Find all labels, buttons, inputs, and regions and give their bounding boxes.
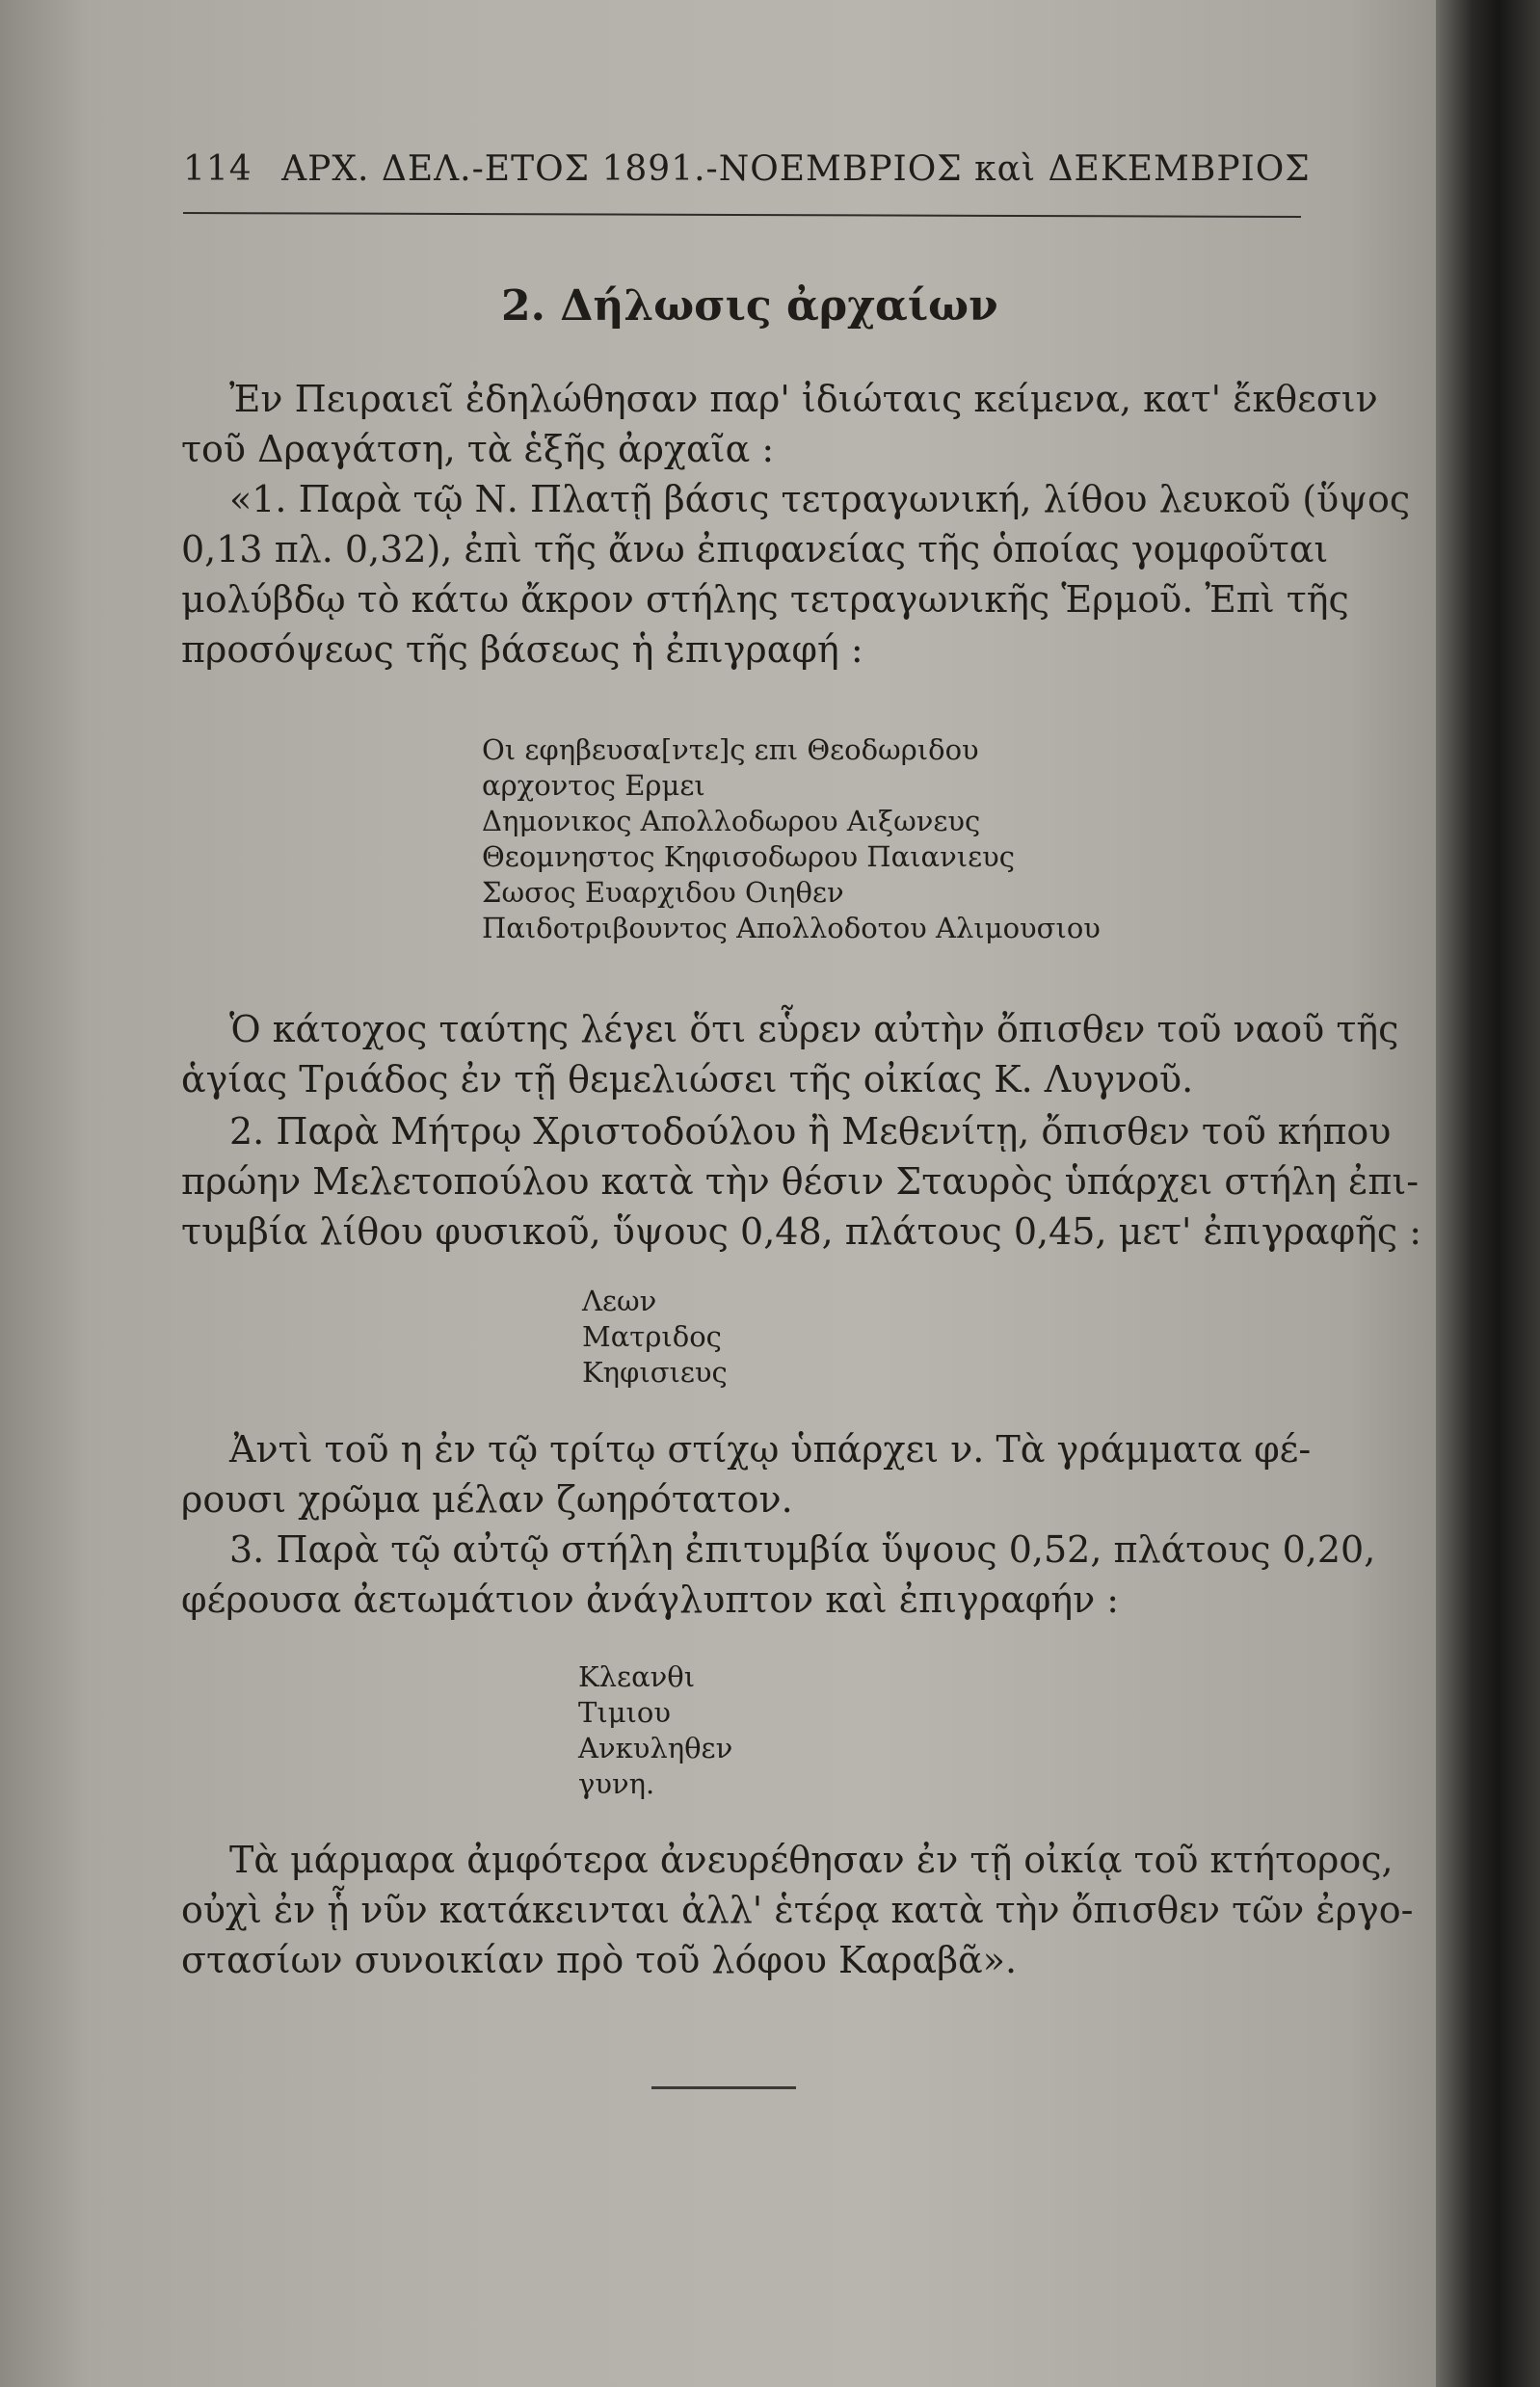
intro-paragraph — [181, 374, 1378, 474]
text-line: πρώην Μελετοπούλου κατὰ τὴν θέσιν Σταυρὸς ὑπάρχει στήλη ἐπι- — [181, 1160, 1420, 1203]
text-line: οὐχὶ ἐν ᾗ νῦν κατάκεινται ἀλλ' ἑτέρᾳ κατὰ τὴν ὄπισθεν τῶν ἐργο- — [181, 1889, 1414, 1931]
section-title: 2. Δήλωσις ἀρχαίων — [501, 281, 998, 331]
inscription-line: Ματριδος — [582, 1320, 722, 1353]
item-3-paragraph — [181, 1525, 1376, 1625]
inscription-line: αρχοντος Ερμει — [482, 769, 705, 802]
inscription-line: Δημονικος Απολλοδωρου Αιξωνευς — [482, 805, 981, 837]
book-gutter-shadow — [1436, 0, 1540, 2387]
text-line: 0,13 πλ. 0,32), ἐπὶ τῆς ἄνω ἐπιφανείας τῆς ὁποίας γομφοῦται — [181, 528, 1329, 570]
text-line: φέρουσα ἀετωμάτιον ἀνάγλυπτον καὶ ἐπιγραφήν : — [181, 1578, 1120, 1621]
text-line: «1. Παρὰ τῷ Ν. Πλατῇ βάσις τετραγωνική, λίθου λευκοῦ (ὕψος — [229, 478, 1411, 520]
text-line: μολύβδῳ τὸ κάτω ἄκρον στήλης τετραγωνικῆς Ἑρμοῦ. Ἐπὶ τῆς — [181, 578, 1349, 621]
closing-paragraph — [181, 1835, 1414, 1985]
text-line: Ἀντὶ τοῦ η ἐν τῷ τρίτῳ στίχῳ ὑπάρχει ν. Τὰ γράμματα φέ- — [229, 1428, 1312, 1471]
inscription-line: Κλεανθι — [578, 1660, 696, 1693]
text-line: τυμβία λίθου φυσικοῦ, ὕψους 0,48, πλάτους 0,45, μετ' ἐπιγραφῆς : — [181, 1210, 1422, 1253]
text-line: Ὁ κάτοχος ταύτης λέγει ὅτι εὗρεν αὐτὴν ὄπισθεν τοῦ ναοῦ τῆς — [229, 1008, 1399, 1050]
inscription-line: Κηφισιευς — [582, 1356, 728, 1389]
header-rule — [183, 212, 1301, 218]
item-1-note — [181, 1004, 1399, 1104]
inscription-line: Ανκυληθεν — [578, 1732, 733, 1764]
end-rule — [651, 2086, 796, 2089]
text-line: τοῦ Δραγάτση, τὰ ἑξῆς ἀρχαῖα : — [181, 428, 775, 470]
text-line: Τὰ μάρμαρα ἀμφότερα ἀνευρέθησαν ἐν τῇ οἰκίᾳ τοῦ κτήτορος, — [229, 1839, 1394, 1881]
inscription-line: Οι εφηβευσα[ντε]ς επι Θεοδωριδου — [482, 733, 979, 766]
running-title: ΑΡΧ. ΔΕΛ.-ΕΤΟΣ 1891.-ΝΟΕΜΒΡΙΟΣ καὶ ΔΕΚΕΜΒΡΙΟΣ — [281, 149, 1311, 189]
running-header — [183, 149, 1311, 189]
inscription-1 — [482, 732, 1101, 946]
item-2-paragraph — [181, 1106, 1422, 1257]
text-line: προσόψεως τῆς βάσεως ἡ ἐπιγραφή : — [181, 628, 863, 671]
text-line: Ἐν Πειραιεῖ ἐδηλώθησαν παρ' ἰδιώταις κείμενα, κατ' ἔκθεσιν — [229, 378, 1378, 420]
text-line: ρουσι χρῶμα μέλαν ζωηρότατον. — [181, 1478, 793, 1521]
text-line: ἁγίας Τριάδος ἐν τῇ θεμελιώσει τῆς οἰκίας Κ. Λυγνοῦ. — [181, 1058, 1194, 1101]
item-2-note — [181, 1424, 1312, 1525]
text-line: 3. Παρὰ τῷ αὐτῷ στήλη ἐπιτυμβία ὕψους 0,52, πλάτους 0,20, — [229, 1528, 1376, 1571]
inscription-line: Παιδοτριβουντος Απολλοδοτου Αλιμουσιου — [482, 912, 1101, 944]
page-number: 114 — [183, 149, 252, 189]
inscription-2 — [582, 1284, 728, 1391]
item-1-paragraph — [181, 474, 1411, 675]
text-line: 2. Παρὰ Μήτρῳ Χριστοδούλου ἢ Μεθενίτῃ, ὄπισθεν τοῦ κήπου — [229, 1110, 1392, 1153]
inscription-line: Τιμιου — [578, 1696, 672, 1729]
inscription-line: γυνη. — [578, 1767, 655, 1800]
inscription-3 — [578, 1659, 732, 1802]
inscription-line: Λεων — [582, 1285, 657, 1317]
inscription-line: Θεομνηστος Κηφισοδωρου Παιανιευς — [482, 840, 1016, 873]
inscription-line: Σωσος Ευαρχιδου Οιηθεν — [482, 876, 844, 909]
text-line: στασίων συνοικίαν πρὸ τοῦ λόφου Καραβᾶ». — [181, 1939, 1018, 1981]
